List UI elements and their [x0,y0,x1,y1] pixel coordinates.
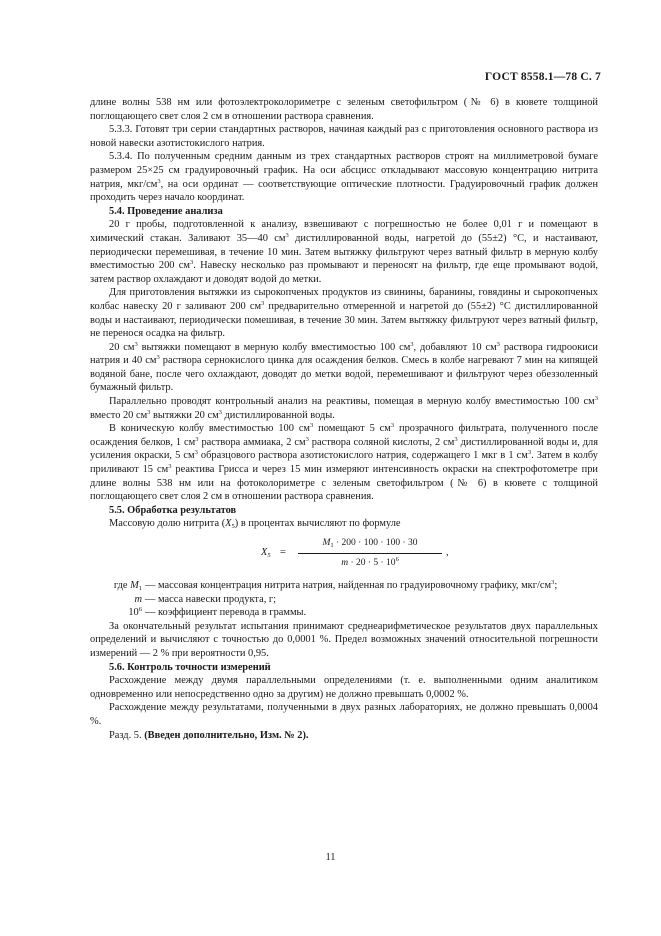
paragraph-5-4-a: 20 г пробы, подготовленной к анализу, взвешивают с погрешностью не более 0,01 г и помещают в химический стакан. Заливают 35—40 $см^3$ дистиллированной воды, нагретой до (55±2) °С, и настаивают, периодически перемешивая, в течение 10 мин. Затем вытяжку фильтруют через ватный фильтр в мерную колбу вместимостью 200 $см^3$. Навеску несколько раз промывают и переносят на фильтр, где еще промывают водой, затем раствор охлаждают и доводят водой до метки. [90,219,599,285]
definition-m1: где $M_1$ — массовая концентрация нитрита натрия, найденная по градуировочному графику, мкг/$см^3$; [113,579,558,592]
paragraph-5-6-a: Расхождение между двумя параллельными определениями (т. е. выполненными одним аналитиком одновременно или непосредственно одно за другим) не должно превышать 0,0002 %. [90,675,598,700]
section-heading-5-4: 5.4. Проведение анализа [109,205,223,217]
formula-numerator: $M_1 \cdot 200 \cdot 100 \cdot 100 \cdot 30$ [298,537,442,554]
formula-definitions [90,579,598,620]
definition-m: m — масса навески продукта, г; [134,593,277,605]
paragraph-5-3-4: 5.3.4. По полученным средним данным из трех стандартных растворов строят на миллиметровой бумаге размером 25×25 см градуировочный график. На оси абсцисс откладывают массовую концентрацию нитрита натрия, мкг/$см^3$, на оси ординат — соответствующие оптические плотности. Градуировочный график должен проходить через начало координат. [90,151,598,204]
section-heading-5-6: 5.6. Контроль точности измерений [109,661,271,673]
paragraph-5-3-3: 5.3.3. Готовят три серии стандартных растворов, начиная каждый раз с приготовления основного раствора из новой навески азотистокислого натрия. [90,124,598,149]
page-header: ГОСТ 8558.1—78 С. 7 [484,71,601,83]
paragraph-5-6-b: Расхождение между результатами, полученными в двух разных лабораториях, не должно превышать 0,0004 %. [90,702,598,727]
formula-x5 [90,535,598,573]
formula-lhs: $X_5$ [261,547,271,559]
formula-comma: , [446,547,449,558]
formula-fraction [298,537,442,570]
paragraph-5-4-e: В коническую колбу вместимостью 100 $см^3$ помещают 5 $см^3$ прозрачного фильтрата, полученного после осаждения белков, 1 $см^3$ раствора аммиака, 2 $см^3$ раствора соляной кислоты, 2 $см^3$ дистиллированной воды и, для усиления окраски, 5 $см^3$ образцового раствора азотистокислого натрия, содержащего 1 мкг в 1 $см^3$. Затем в колбу приливают 15 $см^3$ реактива Грисса и через 15 мин измеряют интенсивность окраски на спектрофотометре при длине волны 538 нм или на фотоколориметре с зеленым светофильтром (№ 6) в кювете с толщиной поглощающего свет слоя 2 см в отношении раствора сравнения. [90,422,599,503]
amendment-note: Разд. 5. (Введен дополнительно, Изм. № 2). [109,729,309,741]
paragraph-5-5-result: За окончательный результат испытания принимают среднеарифметическое результатов двух параллельных определений и вычисляют с точностью до 0,0001 %. Предел возможных значений относительной погрешности измерений — 2 % при вероятности 0,95. [90,620,598,659]
formula-denominator: $m \cdot 20 \cdot 5 \cdot 10^6$ [341,555,399,568]
paragraph-5-5: Массовую долю нитрита $(X_5)$ в процентах вычисляют по формуле [109,518,401,531]
paragraph-5-4-b: Для приготовления вытяжки из сырокопченых продуктов из свинины, баранины, говядины и сырокопченых колбас навеску 20 г заливают 200 $см^3$ предварительно отмеренной и нагретой до (55±2) °С дистиллированной воды и настаивают, периодически помешивая, в течение 30 мин. Затем вытяжку фильтруют через ватный фильтр, не перенося осадка на фильтр. [90,287,598,340]
section-heading-5-5: 5.5. Обработка результатов [109,504,237,516]
definition-ten-power: $10^6$ — коэффициент перевода в граммы. [128,606,307,619]
formula-equals: = [280,547,286,558]
intro-paragraph: длине волны 538 нм или фотоэлектроколориметре с зеленым светофильтром (№ 6) в кювете толщиной поглощающего свет слоя 2 см в отношении раствора сравнения. [90,97,598,122]
paragraph-5-4-c: 20 $см^3$ вытяжки помещают в мерную колбу вместимостью 100 $см^3$, добавляют 10 $см^3$ раствора гидроокиси натрия и 40 $см^3$ раствора сернокислого цинка для осаждения белков. Смесь в колбе нагревают 7 мин на кипящей водяной бане, после чего охлаждают, доводят до метки водой, перемешивают и фильтруют через обеззоленный бумажный фильтр. [90,340,598,394]
paragraph-5-4-d: Параллельно проводят контрольный анализ на реактивы, помещая в мерную колбу вместимостью 100 $см^3$ вместо 20 $см^3$ вытяжки 20 $см^3$ дистиллированной воды. [90,395,598,421]
page-number: 11 [325,852,336,863]
document-body [90,96,598,742]
